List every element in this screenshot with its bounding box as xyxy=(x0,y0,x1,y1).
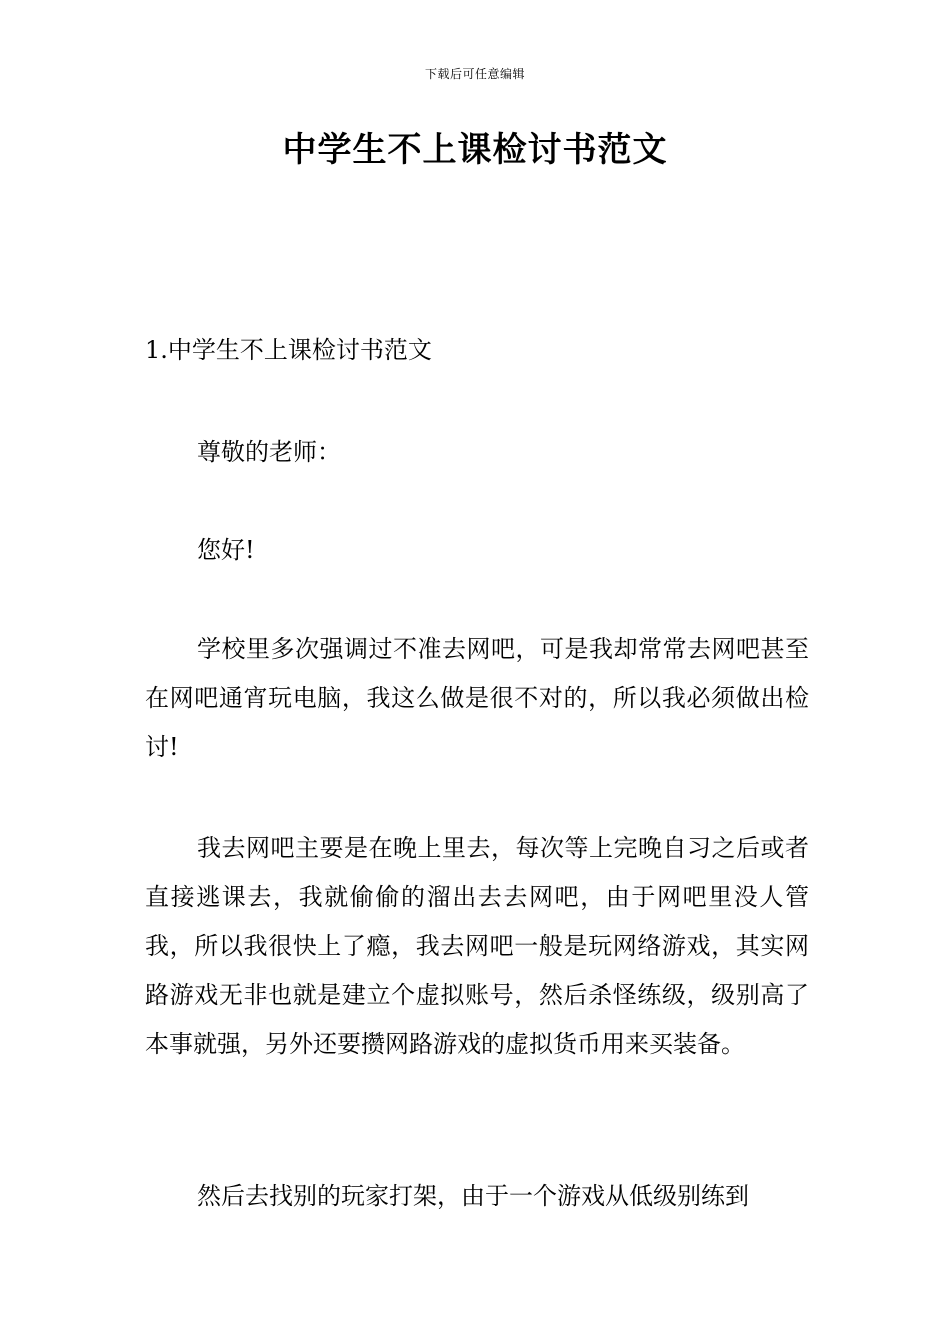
greeting: 您好! xyxy=(197,536,255,564)
section-heading: 1.中学生不上课检讨书范文 xyxy=(145,336,432,364)
body-paragraph: 学校里多次强调过不准去网吧，可是我却常常去网吧甚至在网吧通宵玩电脑，我这么做是很不对的，所以我必须做出检讨! xyxy=(145,635,809,761)
body-paragraph: 我去网吧主要是在晚上里去，每次等上完晚自习之后或者直接逃课去，我就偷偷的溜出去去网吧，由于网吧里没人管我，所以我很快上了瘾，我去网吧一般是玩网络游戏，其实网路游戏无非也就是建立个虚拟账号，然后杀怪练级，级别高了本事就强，另外还要攒网路游戏的虚拟货币用来买装备。 xyxy=(145,834,809,1058)
document-title: 中学生不上课检讨书范文 xyxy=(282,130,668,170)
salutation: 尊敬的老师： xyxy=(197,438,341,466)
header-note: 下载后可任意编辑 xyxy=(424,67,525,81)
body-paragraph: 然后去找别的玩家打架，由于一个游戏从低级别练到 xyxy=(197,1182,749,1210)
